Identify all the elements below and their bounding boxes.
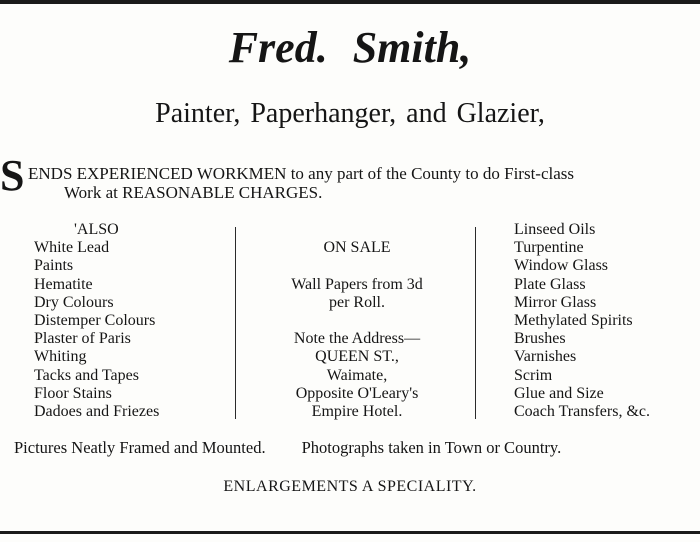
bottom-border-rule bbox=[0, 531, 700, 534]
list-item: Window Glass bbox=[514, 257, 609, 275]
address-town: Waimate, bbox=[326, 366, 388, 384]
list-item: Methylated Spirits bbox=[514, 312, 633, 330]
left-column bbox=[34, 221, 159, 421]
list-item: Plate Glass bbox=[514, 275, 586, 293]
business-trade: Painter, Paperhanger, and Glazier, bbox=[155, 98, 545, 129]
list-item: Coach Transfers, &c. bbox=[514, 403, 650, 421]
list-item: Distemper Colours bbox=[34, 312, 156, 330]
address-note: Note the Address— bbox=[293, 330, 421, 348]
speciality-line: ENLARGEMENTS A SPECIALITY. bbox=[223, 478, 477, 495]
wall-papers-line-2: per Roll. bbox=[329, 293, 385, 311]
list-item: Whiting bbox=[34, 348, 87, 366]
business-name: Fred. Smith, bbox=[228, 23, 472, 72]
list-item: Tacks and Tapes bbox=[34, 366, 139, 384]
right-column bbox=[514, 221, 650, 421]
list-item: Glue and Size bbox=[514, 384, 604, 402]
list-item: Linseed Oils bbox=[514, 221, 596, 238]
address-hotel: Empire Hotel. bbox=[311, 402, 403, 420]
address-opposite: Opposite O'Leary's bbox=[295, 384, 419, 402]
list-item: Mirror Glass bbox=[514, 293, 597, 311]
list-item: Brushes bbox=[514, 330, 566, 348]
also-heading: 'ALSO bbox=[74, 221, 119, 238]
intro-text bbox=[28, 164, 700, 202]
intro-line-2: Work at REASONABLE CHARGES. bbox=[64, 183, 323, 202]
address-street: QUEEN ST., bbox=[315, 348, 399, 366]
list-item: Dadoes and Friezes bbox=[34, 403, 160, 421]
column-divider-left bbox=[235, 227, 236, 419]
list-item: Plaster of Paris bbox=[34, 330, 131, 348]
middle-column bbox=[244, 221, 470, 421]
wall-papers-line-1: Wall Papers from 3d bbox=[291, 275, 423, 293]
pictures-framing-note: Pictures Neatly Framed and Mounted. bbox=[14, 438, 266, 457]
list-item: White Lead bbox=[34, 239, 110, 257]
list-item: Paints bbox=[34, 257, 74, 275]
list-item: Dry Colours bbox=[34, 293, 114, 311]
list-item: Scrim bbox=[514, 366, 553, 384]
on-sale-heading: ON SALE bbox=[323, 239, 391, 257]
list-item: Varnishes bbox=[514, 348, 577, 366]
list-item: Turpentine bbox=[514, 239, 584, 257]
list-item: Floor Stains bbox=[34, 384, 112, 402]
services-line bbox=[14, 438, 700, 458]
intro-line-1: ENDS EXPERIENCED WORKMEN to any part of the County to do First-class bbox=[28, 164, 575, 183]
top-border-rule bbox=[0, 0, 700, 4]
column-divider-right bbox=[475, 227, 476, 419]
list-item: Hematite bbox=[34, 275, 93, 293]
photographs-note: Photographs taken in Town or Country. bbox=[301, 438, 562, 457]
drop-cap: S bbox=[0, 151, 25, 200]
